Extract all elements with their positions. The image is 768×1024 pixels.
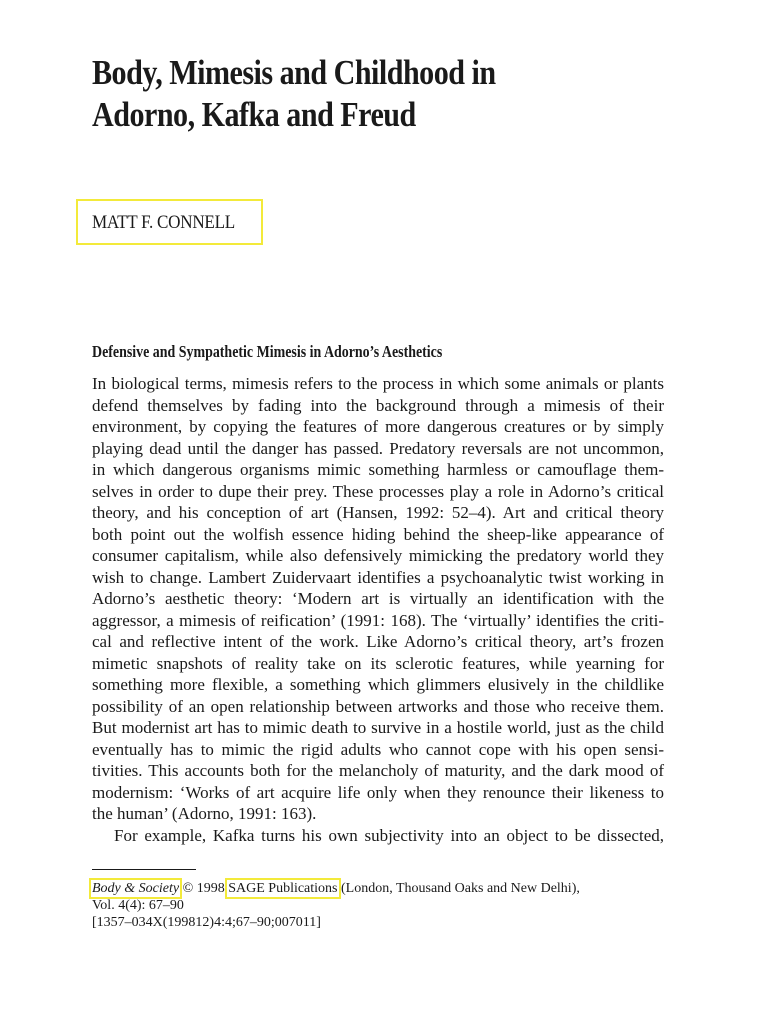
- body-line: defend themselves by fading into the background through a mimesis of their: [92, 395, 664, 415]
- body-line: cal and reflective intent of the work. Like Adorno’s critical theory, art’s frozen: [92, 632, 664, 651]
- footnote-citation-line: [92, 880, 692, 897]
- footnote: [92, 880, 692, 931]
- body-line: mimetic snapshots of reality take on its sclerotic features, while yearning for: [92, 653, 664, 673]
- body-line: in which dangerous organisms mimic something harmless or camouflage them-: [92, 460, 664, 479]
- body-line: modernism: ‘Works of art acquire life only when they renounce their likeness to: [92, 782, 664, 802]
- body-line: the human’ (Adorno, 1991: 163).: [92, 804, 317, 823]
- body-line: possibility of an open relationship between artworks and those who receive them.: [92, 696, 664, 716]
- body-line: aggressor, a mimesis of reification’ (1991: 168). The ‘virtually’ identifies the criti-: [92, 610, 664, 630]
- body-line: consumer capitalism, while also defensively mimicking the predatory world they: [92, 546, 664, 565]
- copyright-text: © 1998: [179, 881, 229, 896]
- body-line: environment, by copying the features of more dangerous creatures or by simply: [92, 417, 664, 436]
- section-heading: Defensive and Sympathetic Mimesis in Adorno’s Aesthetics: [92, 342, 443, 361]
- body-line: But modernist art has to mimic death to survive in a hostile world, just as the child: [92, 718, 664, 737]
- body-line: something more flexible, a something which glimmers elusively in the childlike: [92, 675, 664, 694]
- footnote-identifier: [1357–034X(199812)4:4;67–90;007011]: [92, 915, 321, 930]
- body-line: theory, and his conception of art (Hansen, 1992: 52–4). Art and critical theory: [92, 503, 664, 522]
- body-line: eventually has to mimic the rigid adults who cannot cope with his open sensi-: [92, 739, 664, 759]
- article-title-line-1: Body, Mimesis and Childhood in: [92, 53, 496, 92]
- body-line: For example, Kafka turns his own subjectivity into an object to be dissected,: [114, 825, 664, 845]
- body-text: [92, 373, 664, 846]
- article-title: [92, 52, 608, 136]
- body-line: playing dead until the danger has passed. Predatory reversals are not uncommon,: [92, 438, 664, 458]
- publisher-link[interactable]: SAGE Publications: [228, 881, 338, 896]
- article-title-line-2: Adorno, Kafka and Freud: [92, 95, 416, 134]
- footnote-divider: [92, 869, 196, 870]
- body-line: selves in order to dupe their prey. These processes play a role in Adorno’s critical: [92, 481, 664, 501]
- body-line: Adorno’s aesthetic theory: ‘Modern art is virtually an identification with the: [92, 589, 664, 608]
- body-line: wish to change. Lambert Zuidervaart identifies a psychoanalytic twist working in: [92, 567, 664, 587]
- publisher-location: (London, Thousand Oaks and New Delhi),: [337, 881, 580, 896]
- body-line: tivities. This accounts both for the melancholy of maturity, and the dark mood of: [92, 761, 664, 780]
- journal-link[interactable]: Body & Society: [92, 881, 180, 896]
- body-line: In biological terms, mimesis refers to the process in which some animals or plants: [92, 374, 664, 393]
- author-name[interactable]: MATT F. CONNELL: [92, 212, 235, 233]
- footnote-volume: Vol. 4(4): 67–90: [92, 898, 184, 913]
- body-line: both point out the wolfish essence hiding behind the sheep-like appearance of: [92, 524, 664, 544]
